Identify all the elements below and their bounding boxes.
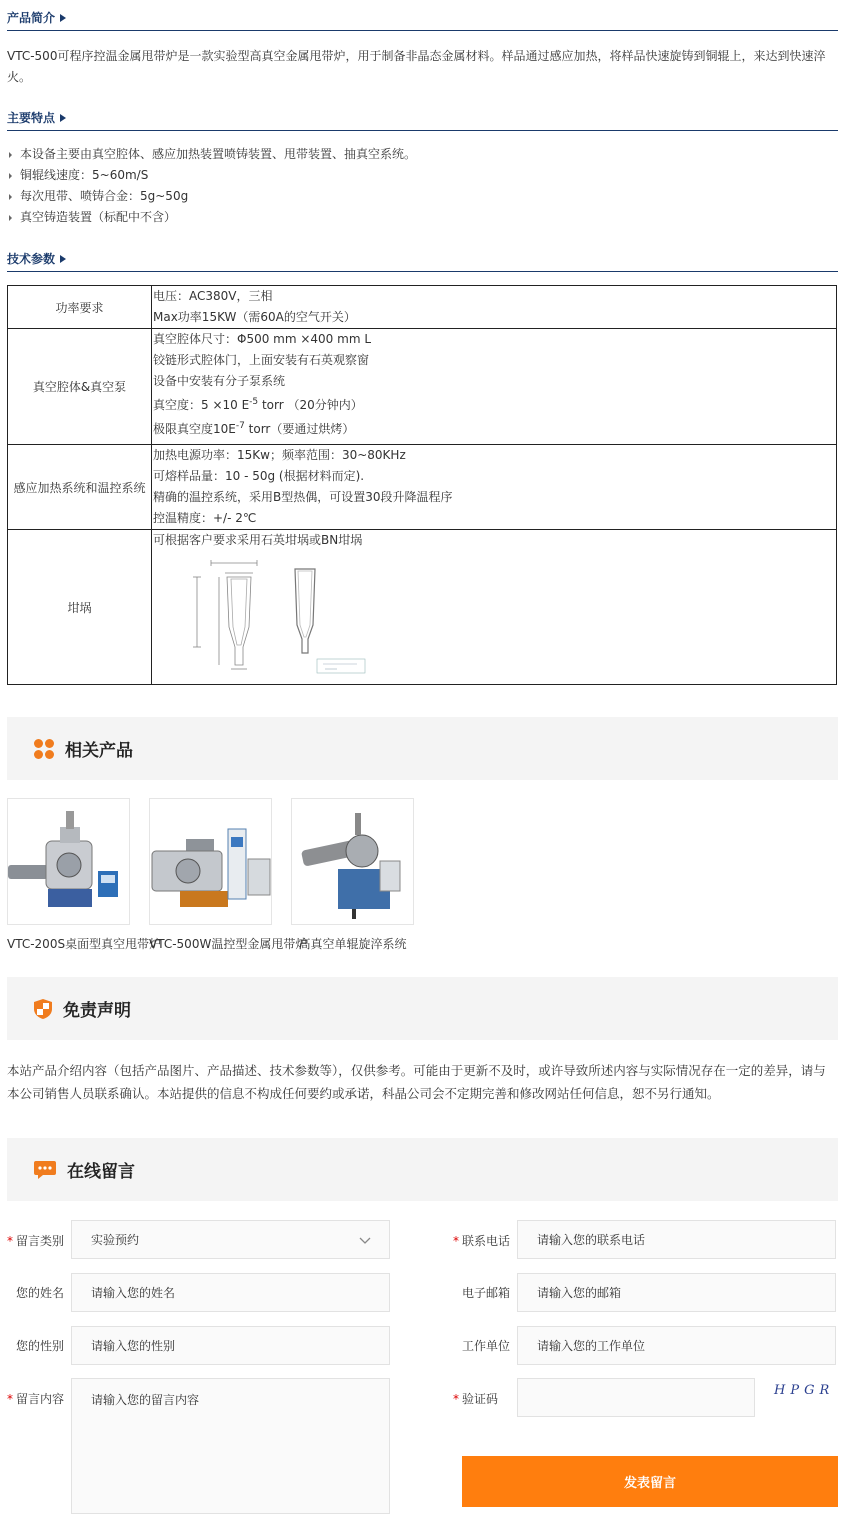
product-card[interactable] [291, 798, 414, 952]
company-input[interactable]: 请输入您的工作单位 [517, 1326, 836, 1365]
spec-key: 坩埚 [8, 530, 152, 685]
grid-icon [33, 738, 55, 760]
spec-value: 加热电源功率：15Kw；频率范围：30~80KHz 可熔样品量：10 - 50g (根据材料而定). 精确的温控系统，采用B型热偶，可设置30段升降温程序 控温精度：+/- 2℃ [152, 445, 837, 530]
name-input[interactable]: 请输入您的姓名 [71, 1273, 390, 1312]
intro-text: VTC-500可程序控温金属甩带炉是一款实验型高真空金属甩带炉，用于制备非晶态金属材料。样品通过感应加热，将样品快速旋铸到铜辊上，来达到快速淬火。 [7, 49, 826, 84]
category-select[interactable]: 实验预约 [71, 1220, 390, 1259]
email-label: 电子邮箱 [462, 1286, 511, 1300]
spec-value: 真空腔体尺寸：Φ500 mm ×400 mm L 铰链形式腔体门，上面安装有石英观察窗 设备中安装有分子泵系统 真空度：5 ×10 $E^{-5}$ torr （20分钟内） 极限真空度$10E^{-7}$ torr（要通过烘烤） [152, 329, 837, 445]
divider [7, 130, 838, 131]
disclaimer-title: 免责声明 [63, 1001, 131, 1021]
crucible-drawing [175, 555, 375, 675]
company-label: 工作单位 [462, 1339, 511, 1353]
list-item: 每次甩带、喷铸合金：5g~50g [7, 187, 416, 208]
list-item: 真空铸造装置（标配中不含） [7, 208, 416, 229]
product-name[interactable]: VTC-200S桌面型真空甩带炉 [7, 937, 162, 951]
spec-table [7, 285, 837, 685]
message-title: 在线留言 [67, 1162, 135, 1182]
shield-icon [33, 998, 53, 1020]
chat-icon [33, 1159, 57, 1181]
product-image[interactable] [291, 798, 414, 925]
intro-title: 产品简介 [7, 9, 66, 26]
gender-label: 您的性别 [16, 1339, 65, 1353]
content-label: * 留言内容 [7, 1392, 65, 1406]
table-row [8, 530, 837, 685]
table-row [8, 286, 837, 329]
category-label: * 留言类别 [7, 1234, 65, 1248]
captcha-input[interactable] [517, 1378, 755, 1417]
spec-key: 感应加热系统和温控系统 [8, 445, 152, 530]
features-title: 主要特点 [7, 109, 66, 126]
phone-input[interactable]: 请输入您的联系电话 [517, 1220, 836, 1259]
captcha-label: * 验证码 [453, 1392, 499, 1406]
table-row [8, 445, 837, 530]
product-name[interactable]: VTC-500W温控型金属甩带炉 [149, 937, 308, 951]
list-item: 本设备主要由真空腔体、感应加热装置喷铸装置、甩带装置、抽真空系统。 [7, 145, 416, 166]
phone-label: * 联系电话 [453, 1234, 511, 1248]
divider [7, 271, 838, 272]
triangle-icon [60, 255, 66, 263]
gender-input[interactable]: 请输入您的性别 [71, 1326, 390, 1365]
name-label: 您的姓名 [16, 1286, 65, 1300]
divider [7, 30, 838, 31]
related-header [7, 717, 838, 780]
related-title: 相关产品 [65, 741, 133, 761]
triangle-icon [60, 114, 66, 122]
product-image[interactable] [7, 798, 130, 925]
disclaimer-text: 本站产品介绍内容（包括产品图片、产品描述、技术参数等），仅供参考。可能由于更新不及时，或许导致所述内容与实际情况存在一定的差异，请与本公司销售人员联系确认。本站提供的信息不构成任何要约或承诺，科晶公司会不定期完善和修改网站任何信息，恕不另行通知。 [7, 1063, 826, 1101]
spec-key: 真空腔体&真空泵 [8, 329, 152, 445]
triangle-icon [60, 14, 66, 22]
email-input[interactable]: 请输入您的邮箱 [517, 1273, 836, 1312]
captcha-image[interactable]: HPGR [774, 1383, 835, 1398]
content-textarea[interactable]: 请输入您的留言内容 [71, 1378, 390, 1514]
product-image[interactable] [149, 798, 272, 925]
product-card[interactable] [149, 798, 308, 952]
chevron-down-icon [359, 1237, 371, 1245]
specs-title: 技术参数 [7, 250, 66, 267]
disclaimer-header [7, 977, 838, 1040]
spec-key: 功率要求 [8, 286, 152, 329]
product-card[interactable] [7, 798, 162, 952]
spec-value: 电压：AC380V，三相 Max功率15KW（需60A的空气开关） [152, 286, 837, 329]
message-header [7, 1138, 838, 1201]
submit-button[interactable]: 发表留言 [462, 1456, 838, 1507]
list-item: 铜辊线速度：5~60m/S [7, 166, 416, 187]
product-name[interactable]: 高真空单辊旋淬系统 [298, 937, 407, 951]
feature-list [7, 145, 416, 229]
table-row [8, 329, 837, 445]
spec-value: 可根据客户要求采用石英坩埚或BN坩埚 [152, 530, 837, 685]
